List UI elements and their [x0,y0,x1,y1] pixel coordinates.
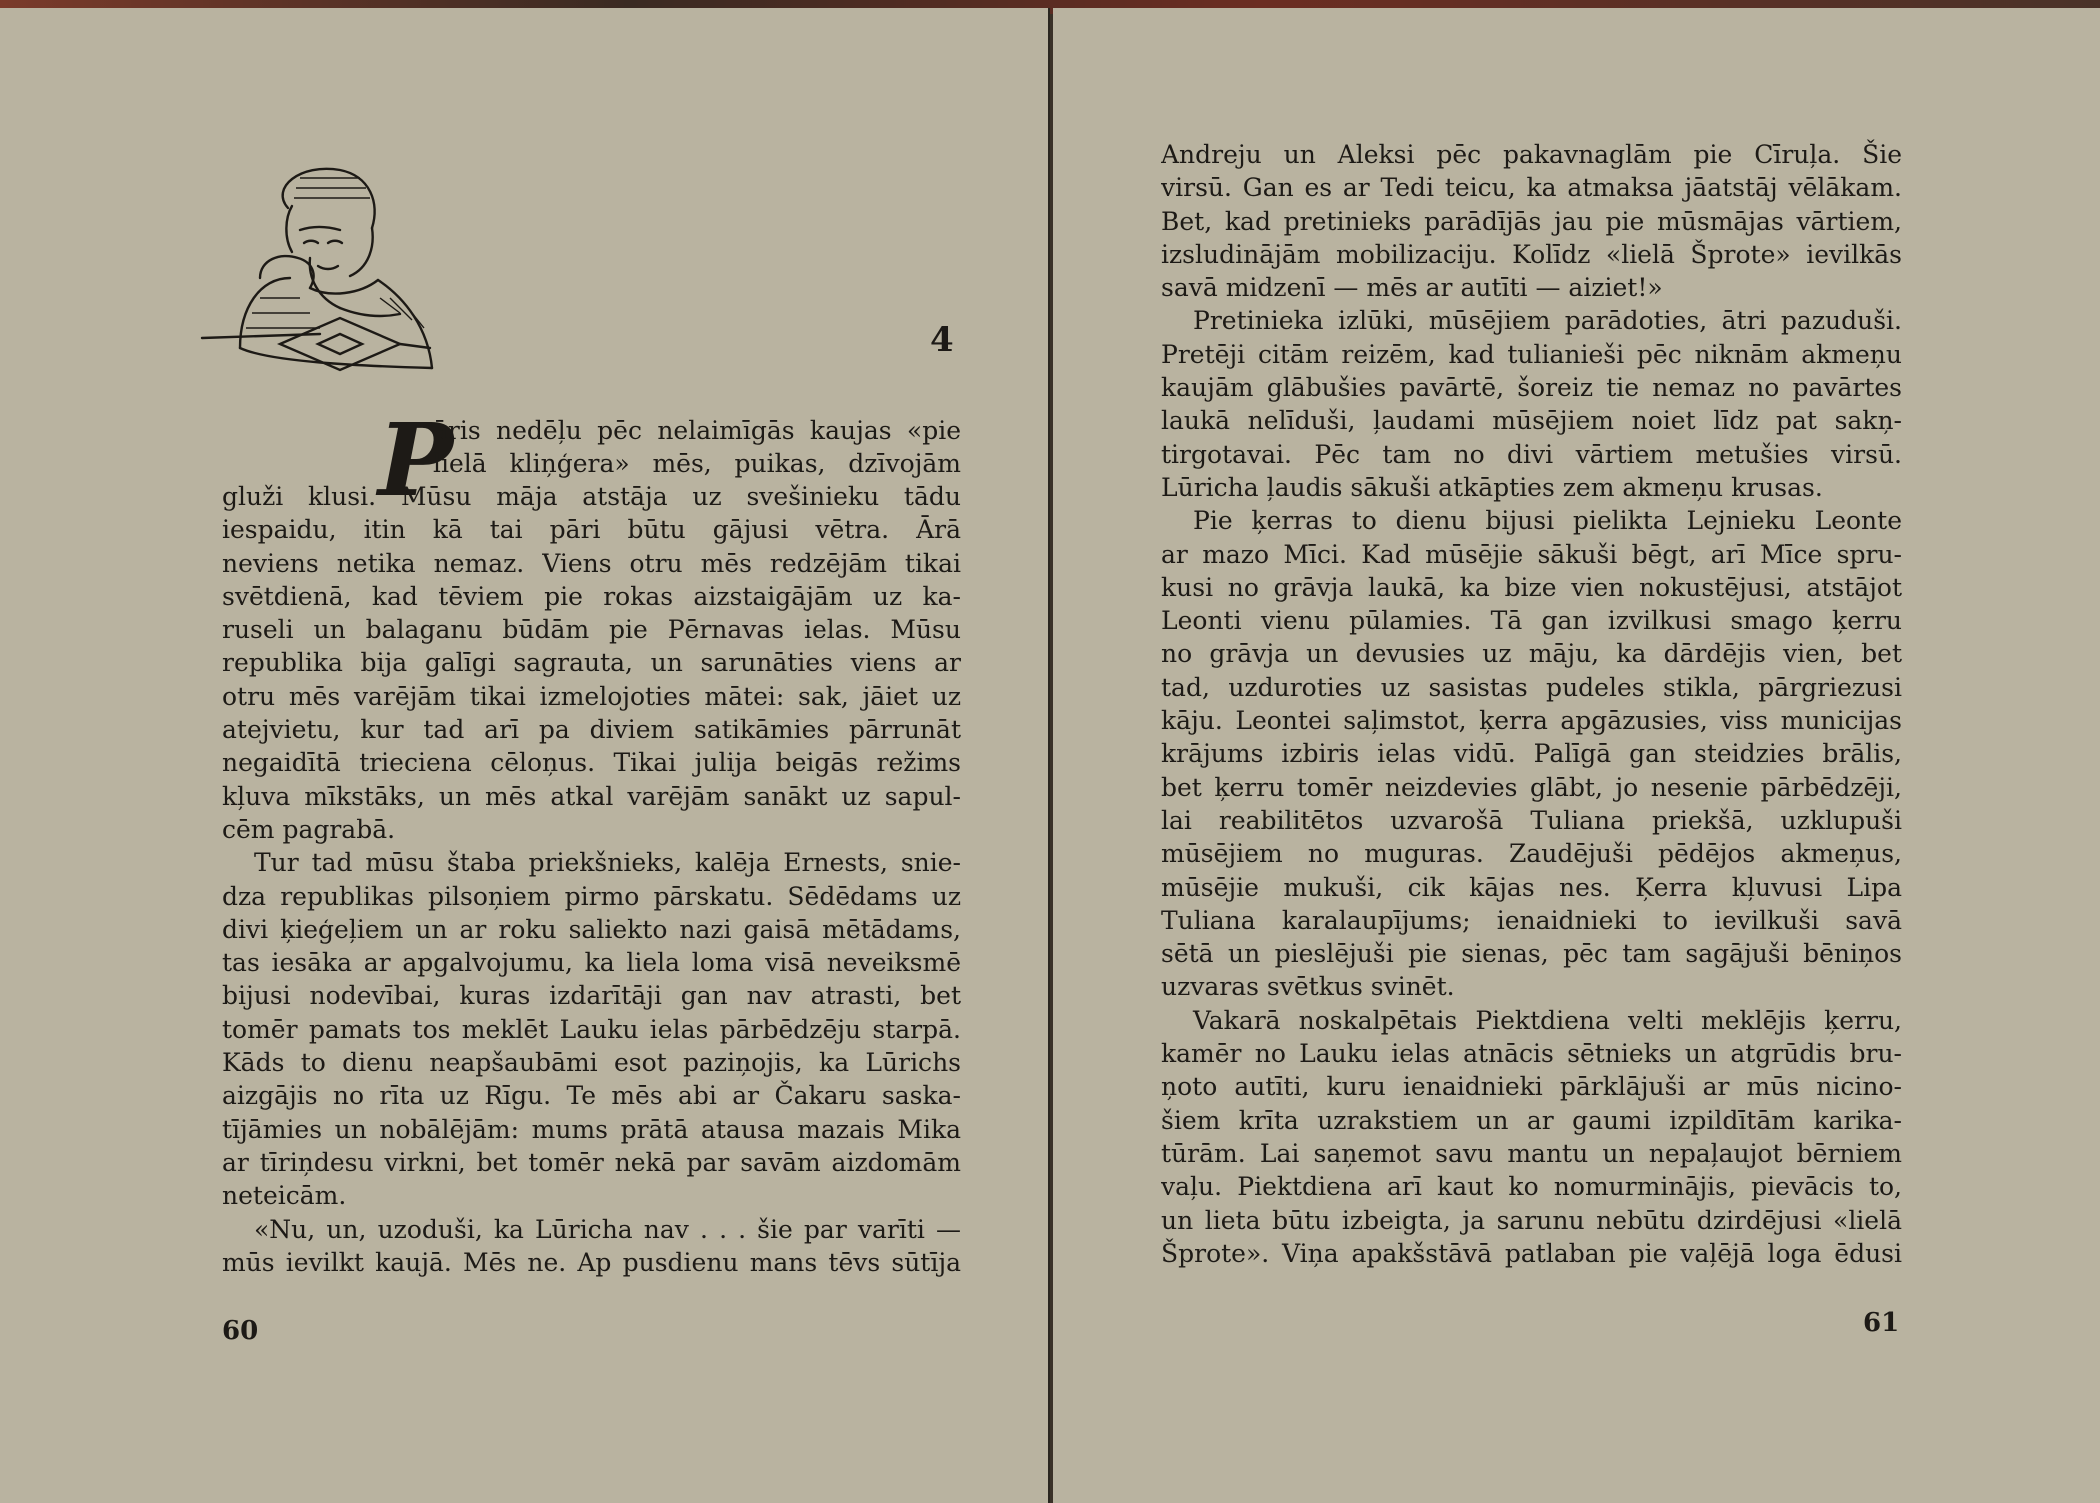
text-line: āris nedēļu pēc nelaimīgās kaujas «pie [433,416,961,445]
text-line: Pie ķerras to dienu bijusi pielikta Lejnieku Leonte [1193,506,1902,536]
text-line: tomēr pamats tos meklēt Lauku ielas pārbēdzēju starpā. [222,1014,961,1044]
text-line: kamēr no Lauku ielas atnācis sētnieks un atgrūdis bru- [1161,1039,1902,1069]
text-line: Pretinieka izlūki, mūsējiem parādoties, ātri pazuduši. [1193,306,1902,336]
chapter-number: 4 [930,320,954,360]
text-line: cēm pagrabā. [222,814,396,844]
text-line: Tur tad mūsu štaba priekšnieks, kalēja Ernests, snie- [254,848,961,878]
text-line: ar tīriņdesu virkni, bet tomēr nekā par savām aizdomām [222,1147,961,1177]
boy-thinking-illustration [200,148,450,408]
text-line: ar mazo Mīci. Kad mūsējie sākuši bēgt, arī Mīce spru- [1161,539,1902,569]
text-line: Pretēji citām reizēm, kad tulianieši pēc niknām akmeņu [1161,339,1902,369]
text-line: aizgājis no rīta uz Rīgu. Te mēs abi ar Čakaru saska- [222,1081,961,1111]
text-line: Tuliana karalaupījums; ienaidnieki to ievilkuši savā [1161,905,1902,935]
text-line: kāju. Leontei saļimstot, ķerra apgāzusies, viss municijas [1161,706,1902,736]
text-line: ruseli un balaganu būdām pie Pērnavas ielas. Mūsu [222,615,961,645]
text-line: neteicām. [222,1181,347,1211]
text-line: šiem krīta uzrakstiem un ar gaumi izpildītām karika- [1161,1105,1902,1135]
text-line: «Nu, un, uzoduši, ka Lūricha nav . . . šie par varīti — [254,1214,961,1244]
text-line: Lūricha ļaudis sākuši atkāpties zem akmeņu krusas. [1161,472,1823,502]
text-line: Bet, kad pretinieks parādījās jau pie mūsmājas vārtiem, [1161,206,1902,236]
right-page [1053,8,2100,1503]
text-line: tījāmies un nobālējām: mums prātā atausa mazais Mika [222,1114,961,1144]
text-line: lielā kliņģera» mēs, puikas, dzīvojām [433,449,961,479]
text-line: mūsējie mukuši, cik kājas nes. Ķerra kļuvusi Lipa [1161,872,1902,902]
text-line: Vakarā noskalpētais Piektdiena velti meklējis ķerru, [1193,1005,1902,1035]
left-page [0,8,1050,1503]
text-line: dza republikas pilsoņiem pirmo pārskatu. Sēdēdams uz [222,881,961,911]
text-line: bijusi nodevībai, kuras izdarītāji gan nav atrasti, bet [222,981,961,1011]
text-line: atejvietu, kur tad arī pa diviem satikāmies pārrunāt [222,715,961,745]
text-line: kaujām glābušies pavārtē, šoreiz tie nemaz no pavārtes [1161,373,1902,403]
text-line: Andreju un Aleksi pēc pakavnaglām pie Cīruļa. Šie [1161,140,1902,169]
text-line: savā midzenī — mēs ar autīti — aiziet!» [1161,273,1663,303]
text-line: mūsējiem no muguras. Zaudējuši pēdējos akmeņus, [1161,839,1902,869]
text-line: kļuva mīkstāks, un mēs atkal varējām sanākt uz sapul- [222,781,961,811]
text-line: neviens netika nemaz. Viens otru mēs redzējām tikai [222,548,961,578]
text-line: svētdienā, kad tēviem pie rokas aizstaigājām uz ka- [222,581,961,611]
text-line: tad, uzduroties uz sasistas pudeles stikla, pārgriezusi [1161,672,1902,702]
left-body-text [222,480,961,1279]
page-number-right: 61 [1863,1308,1900,1338]
text-line: izsludinājām mobilizaciju. Kolīdz «lielā Šprote» ievilkās [1161,239,1902,269]
text-line: Kāds to dienu neapšaubāmi esot paziņojis, ka Lūrichs [222,1048,961,1078]
opening-lines [433,414,961,481]
text-line: no grāvja un devusies uz māju, ka dārdējis vien, bet [1161,639,1902,669]
text-line: ņoto autīti, kuru ienaidnieki pārklājuši ar mūs nicino- [1161,1072,1902,1102]
text-line: tirgotavai. Pēc tam no divi vārtiem metušies virsū. [1161,439,1902,469]
right-body-text [1161,138,1902,1270]
text-line: divi ķieģeļiem un ar roku saliekto nazi gaisā mētādams, [222,914,961,944]
text-line: uzvaras svētkus svinēt. [1161,972,1455,1002]
text-line: vaļu. Piektdiena arī kaut ko nomurminājis, pievācis to, [1161,1172,1902,1202]
text-line: virsū. Gan es ar Tedi teicu, ka atmaksa jāatstāj vēlākam. [1161,173,1902,203]
text-line: Šprote». Viņa apakšstāvā patlaban pie vaļējā loga ēdusi [1161,1238,1902,1268]
text-line: un lieta būtu izbeigta, ja sarunu nebūtu dzirdējusi «lielā [1161,1205,1902,1235]
text-line: bet ķerru tomēr neizdevies glābt, jo nesenie pārbēdzēji, [1161,772,1902,802]
page-number-left: 60 [222,1316,259,1346]
text-line: iespaidu, itin kā tai pāri būtu gājusi vētra. Ārā [222,515,961,545]
drop-cap-letter: P [378,401,454,519]
text-line: krājums izbiris ielas vidū. Palīgā gan steidzies brālis, [1161,739,1902,769]
text-line: otru mēs varējām tikai izmelojoties mātei: sak, jāiet uz [222,681,961,711]
text-line: lai reabilitētos uzvarošā Tuliana priekšā, uzklupuši [1161,805,1902,835]
text-line: gluži klusi. Mūsu māja atstāja uz svešinieku tādu [222,482,961,511]
text-line: tas iesāka ar apgalvojumu, ka liela loma visā neveiksmē [222,948,961,978]
text-line: negaidītā trieciena cēloņus. Tikai julija beigās režims [222,748,961,778]
text-line: Leonti vienu pūlamies. Tā gan izvilkusi smago ķerru [1161,606,1902,636]
text-line: laukā nelīduši, ļaudami mūsējiem noiet līdz pat sakņ- [1161,406,1902,436]
text-line: kusi no grāvja laukā, ka bize vien nokustējusi, atstājot [1161,572,1902,602]
text-line: tūrām. Lai saņemot savu mantu un nepaļaujot bērniem [1161,1138,1902,1168]
text-line: sētā un pieslējuši pie sienas, pēc tam sagājuši bēniņos [1161,939,1902,969]
text-line: republika bija galīgi sagrauta, un sarunāties viens ar [222,648,961,678]
text-line: mūs ievilkt kaujā. Mēs ne. Ap pusdienu mans tēvs sūtīja [222,1247,961,1277]
